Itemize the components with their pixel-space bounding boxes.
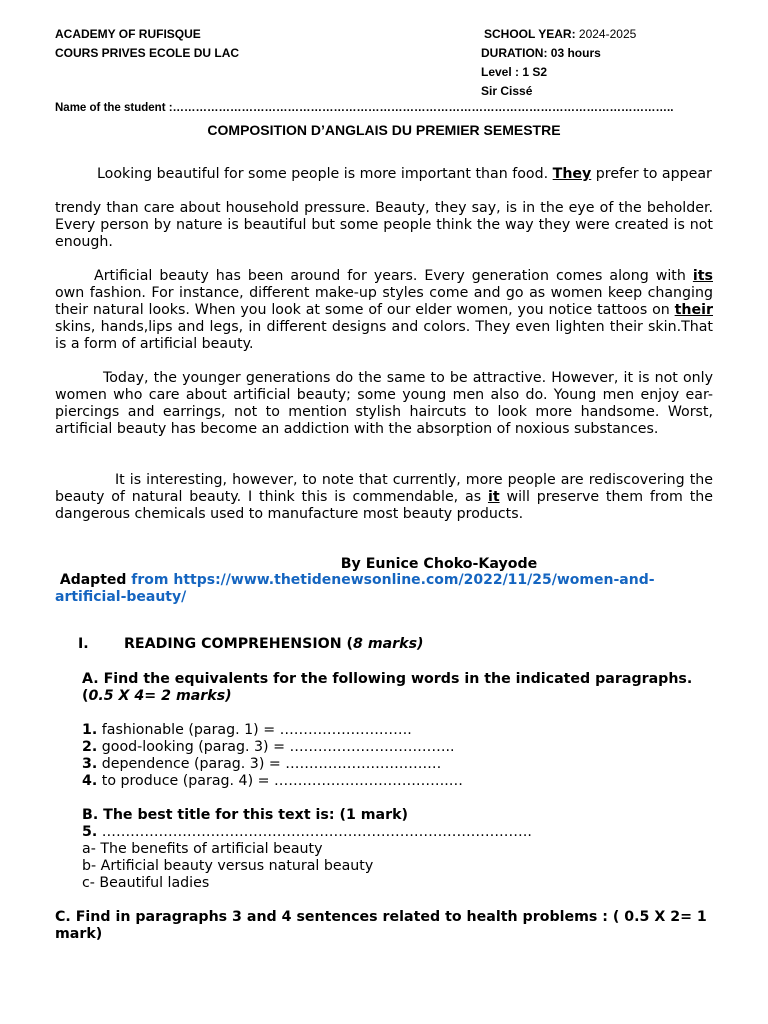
- option-a: a- The benefits of artificial beauty: [82, 841, 323, 857]
- question-4[interactable]: 4. to produce (parag. 4) = ……………………………….…: [82, 773, 463, 789]
- option-c: c- Beautiful ladies: [82, 875, 210, 891]
- part-a-instruction: A. Find the equivalents for the following words in the indicated paragraphs. (0.5 X 4= 2 marks): [82, 671, 693, 704]
- question-1[interactable]: 1. fashionable (parag. 1) = ……………………….: [82, 722, 412, 738]
- part-a-marks: 0.5 X 4= 2 marks): [88, 688, 232, 704]
- section-number: I.: [78, 636, 89, 652]
- adapted-label: Adapted: [59, 572, 132, 588]
- option-b: b- Artificial beauty versus natural beauty: [82, 858, 374, 874]
- paragraph-1b: trendy than care about household pressure. Beauty, they say, is in the eye of the beholder. Every person by nature is beautiful but some people think the way they were created is not enough.: [55, 200, 713, 250]
- exam-title: COMPOSITION D’ANGLAIS DU PREMIER SEMESTRE: [207, 122, 561, 138]
- school-year: [484, 27, 636, 41]
- question-3[interactable]: 3. dependence (parag. 3) = ……………………………: [82, 756, 442, 772]
- source-credit: [55, 572, 695, 606]
- question-2[interactable]: 2. good-looking (parag. 3) = ……………………………..: [82, 739, 455, 755]
- teacher-name: Sir Cissé: [481, 84, 533, 98]
- part-b-instruction: B. The best title for this text is: (1 mark): [82, 807, 409, 823]
- paragraph-4: It is interesting, however, to note that currently, more people are rediscovering the beauty of natural beauty. I think this is commendable, as it will preserve them from the dangerous chemicals used to manufacture most beauty products.: [55, 472, 713, 522]
- school-subname: COURS PRIVES ECOLE DU LAC: [55, 46, 240, 60]
- section-title: READING COMPREHENSION (8 marks): [124, 636, 424, 652]
- school-name: ACADEMY OF RUFISQUE: [55, 27, 201, 41]
- source-link[interactable]: from https://www.thetidenewsonline.com/2022/11/25/women-and-artificial-beauty/: [55, 572, 655, 605]
- reference-word-their: their: [674, 302, 713, 318]
- question-5[interactable]: 5. ……………………………………………………………………………….: [82, 824, 532, 840]
- paragraph-3: Today, the younger generations do the same to be attractive. However, it is not only women who care about artificial beauty; some young men also do. Young men enjoy ear-piercings and earrings, not to mention stylish haircuts to look more handsome. Worst, artificial beauty has become an addiction with the absorption of noxious substances.: [55, 370, 713, 437]
- level: Level : 1 S2: [481, 65, 548, 79]
- duration: DURATION: 03 hours: [481, 46, 601, 60]
- school-year-label: SCHOOL YEAR:: [484, 27, 576, 41]
- section-marks: 8 marks): [353, 636, 424, 652]
- paragraph-1a: Looking beautiful for some people is more important than food. They prefer to appear: [97, 166, 712, 182]
- student-name-field[interactable]: Name of the student :…………………………………………………………………………………………………………………..: [55, 102, 674, 114]
- reference-word-they: They: [552, 166, 592, 182]
- reference-word-its: its: [692, 268, 713, 284]
- author-byline: By Eunice Choko-Kayode: [340, 556, 538, 572]
- school-year-value: 2024-2025: [575, 27, 637, 41]
- part-c-instruction: C. Find in paragraphs 3 and 4 sentences related to health problems : ( 0.5 X 2= 1 mark): [55, 909, 707, 942]
- paragraph-2: Artificial beauty has been around for years. Every generation comes along with its own fashion. For instance, different make-up styles come and go as women keep changing their natural looks. When you look at some of our elder women, you notice tattoos on their skins, hands,lips and legs, in different designs and colors. They even lighten their skin.That is a form of artificial beauty.: [55, 268, 713, 352]
- reference-word-it: it: [487, 489, 500, 505]
